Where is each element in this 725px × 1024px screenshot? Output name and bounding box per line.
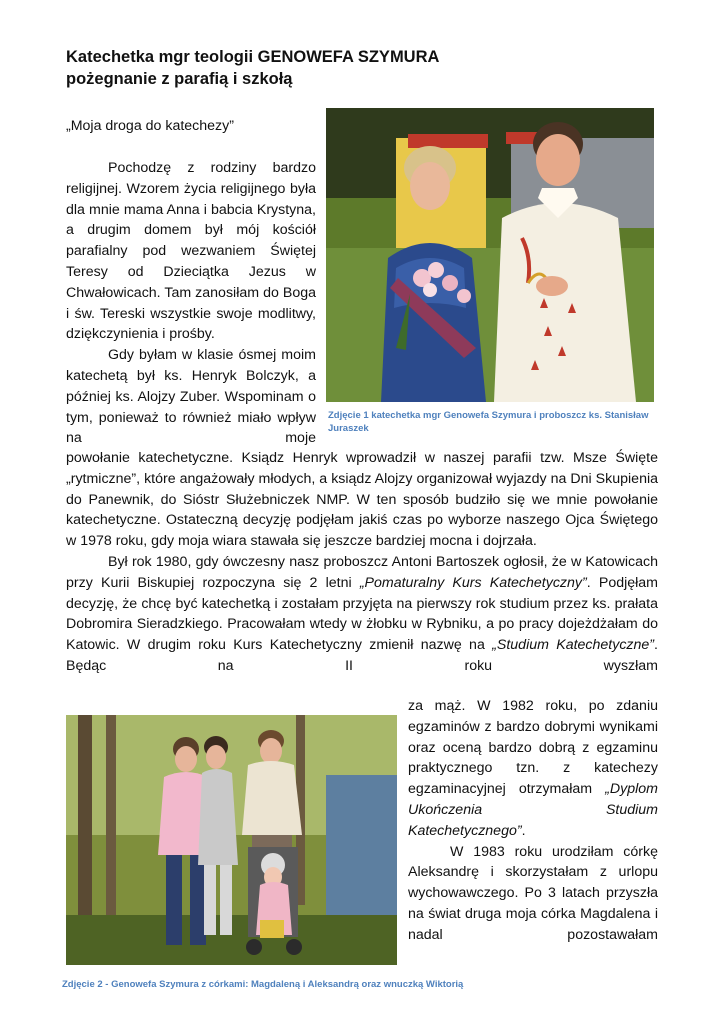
photo-katechetka-and-priest bbox=[326, 108, 654, 402]
paragraph-3-part-a: Był rok 1980, gdy ówczesny nasz proboszcz Antoni Bartoszek ogłosił, że w Katowicach przy Kurii Biskupiej rozpoczyna się 2 letni bbox=[66, 553, 658, 591]
photo-2-illustration bbox=[66, 715, 397, 965]
paragraph-3-part-d: za mąż. W 1982 roku, po zdaniu egzaminów z bardzo dobrymi wynikami oraz oceną bardzo dobrą z egzaminu praktycznego tzn. z katechezy egzaminacyjnej otrzymałam bbox=[408, 698, 658, 798]
paragraph-4: W 1983 roku urodziłam córkę Aleksandrę i skorzystałam z urlopu wychowawczego. Po 3 latach przyszła na świat druga moja córka Magdalena i nadal pozostawałam bbox=[408, 843, 658, 943]
course-name-2: „Studium Katechetyczne” bbox=[492, 637, 655, 654]
title-line-1: Katechetka mgr teologii GENOWEFA SZYMURA bbox=[66, 48, 440, 66]
paragraph-3-part-e: . bbox=[521, 822, 526, 839]
course-name-1: „Pomaturalny Kurs Katechetyczny” bbox=[359, 574, 587, 591]
paragraph-2-continued: powołanie katechetyczne. Ksiądz Henryk wprowadził w naszej parafii tzw. Msze Święte „rytmiczne”, które angażowały młodych, a ksiądz Alojzy organizował wyjazdy na Dni Skupienia do Panewnik, do Sióstr Służebniczek NMP. W ten sposób budziło się we mnie powołanie katechetyczne. Ostateczną decyzję podjęłam jakiś czas po wyborze naszego Ojca Świętego w 1978 roku, gdy moja wiara stawała się jeszcze bardziej mocna i dojrzała. bbox=[66, 450, 658, 550]
title-line-2: pożegnanie z parafią i szkołą bbox=[66, 70, 293, 88]
photo-family-with-daughters bbox=[66, 715, 397, 965]
paragraph-3-part-b: . Podjęłam decyzję, że chcę być katechetką i zostałam przyjęta na pierwszy rok studium przez ks. prałata Dobromira Sieradzkiego. Pracowałam wtedy w żłobku w Rybniku, a po pracy dojeżdżałam do Katowic. W drugim roku Kurs Katechetyczny zmienił nazwę na bbox=[66, 574, 659, 654]
diploma-name: „Dyplom Ukończenia Studium Katechetycznego” bbox=[408, 781, 658, 839]
right-column-text bbox=[408, 696, 658, 946]
section-quote-heading: „Moja droga do katechezy” bbox=[66, 118, 234, 134]
paragraph-2-start: Gdy byłam w klasie ósmej moim katechetą był ks. Henryk Bolczyk, a później ks. Alojzy Zuber. Wspominam o tym, ponieważ to również miało wpływ na moje bbox=[66, 347, 316, 447]
article-title bbox=[66, 46, 666, 90]
photo-1-illustration bbox=[326, 108, 654, 402]
photo-2-caption: Zdjęcie 2 - Genowefa Szymura z córkami: Magdaleną i Aleksandrą oraz wnuczką Wiktorią bbox=[62, 979, 464, 990]
paragraph-3-part-c: . Będąc na II roku wyszłam bbox=[66, 637, 658, 674]
photo-1-caption: Zdjęcie 1 katechetka mgr Genowefa Szymura i proboszcz ks. Stanisław Juraszek bbox=[328, 410, 649, 434]
full-width-text bbox=[66, 448, 658, 677]
paragraph-3 bbox=[66, 552, 658, 677]
paragraph-1: Pochodzę z rodziny bardzo religijnej. Wzorem życia religijnego była dla mnie mama Anna i babcia Krystyna, a drugim domem był mój kościół parafialny pod wezwaniem Świętej Teresy od Dzieciątka Jezus w Chwałowicach. Tam zanosiłam do Boga i św. Tereski wszystkie swoje modlitwy, dziękczynienia i prośby. bbox=[66, 160, 316, 343]
left-column-text bbox=[66, 158, 316, 449]
paragraph-3-continued bbox=[408, 696, 658, 842]
